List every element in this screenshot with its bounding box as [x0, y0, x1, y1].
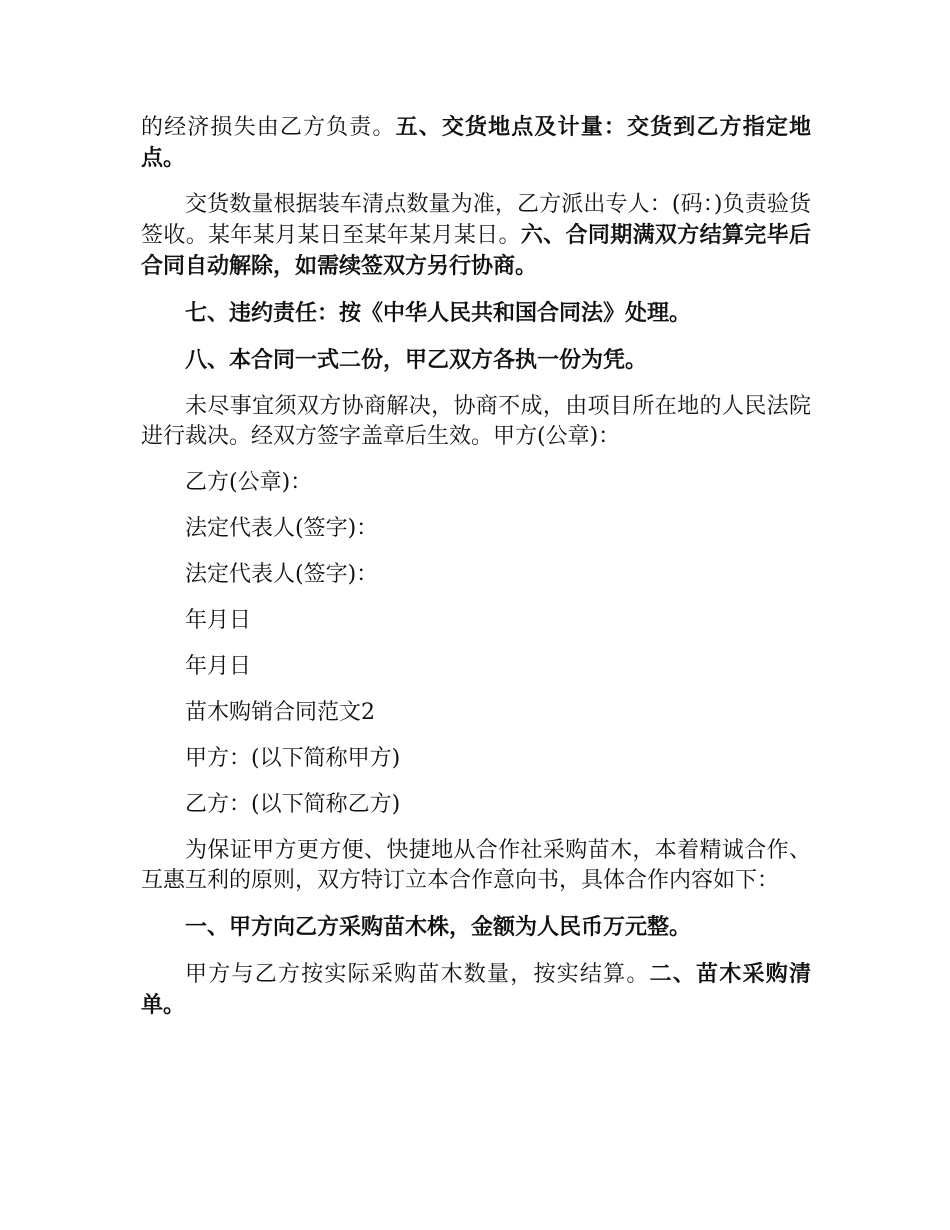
text-run: 的经济损失由乙方负责。 [141, 115, 396, 140]
paragraph-settlement [141, 959, 811, 1021]
signature-legal-rep-a [141, 514, 811, 544]
paragraph-copies [141, 345, 811, 376]
party-a-line [141, 744, 811, 774]
signature-party-b-seal [141, 468, 811, 498]
signature-date-a [141, 606, 811, 636]
clause-heading-8: 八、本合同一式二份，甲乙双方各执一份为凭。 [185, 347, 648, 373]
text-run: 交货数量根据装车清点数量为准，乙方派出专人：(码：)负责验货签收。某年某月某日至某年某月某日。 [141, 192, 811, 248]
paragraph-intro [141, 836, 811, 896]
clause-heading-6: 六、合同期满双方结算完毕后合同自动解除，如需续签双方另行协商。 [141, 222, 811, 279]
text-run: 甲方：(以下简称甲方) [185, 746, 401, 771]
clause-heading-2: 二、苗木采购清单。 [141, 961, 811, 1018]
text-run: 乙方(公章)： [185, 470, 313, 495]
text-run: 甲方与乙方按实际采购苗木数量，按实结算。 [185, 962, 650, 987]
text-run: 乙方：(以下简称乙方) [185, 792, 401, 817]
clause-heading-5: 五、交货地点及计量：交货到乙方指定地点。 [141, 114, 811, 171]
paragraph-dispute-resolution [141, 392, 811, 452]
document-page [141, 112, 811, 1037]
paragraph-delivery-location [141, 112, 811, 174]
text-run: 年月日 [185, 654, 252, 679]
signature-legal-rep-b [141, 560, 811, 590]
document-subtitle [141, 698, 811, 728]
clause-heading-1: 一、甲方向乙方采购苗木株，金额为人民币万元整。 [185, 914, 692, 940]
text-run: 法定代表人(签字)： [185, 516, 379, 541]
text-run: 苗木购销合同范文2 [185, 700, 375, 725]
party-b-line [141, 790, 811, 820]
paragraph-clause-1 [141, 912, 811, 943]
paragraph-breach-liability [141, 298, 811, 329]
text-run: 法定代表人(签字)： [185, 562, 379, 587]
paragraph-delivery-quantity [141, 190, 811, 282]
signature-date-b [141, 652, 811, 682]
text-run: 未尽事宜须双方协商解决，协商不成，由项目所在地的人民法院进行裁决。经双方签字盖章后生效。甲方(公章)： [141, 394, 811, 449]
text-run: 为保证甲方更方便、快捷地从合作社采购苗木，本着精诚合作、互惠互利的原则，双方特订立本合作意向书，具体合作内容如下： [141, 838, 811, 893]
text-run: 年月日 [185, 608, 252, 633]
clause-heading-7: 七、违约责任：按《中华人民共和国合同法》处理。 [185, 300, 692, 326]
